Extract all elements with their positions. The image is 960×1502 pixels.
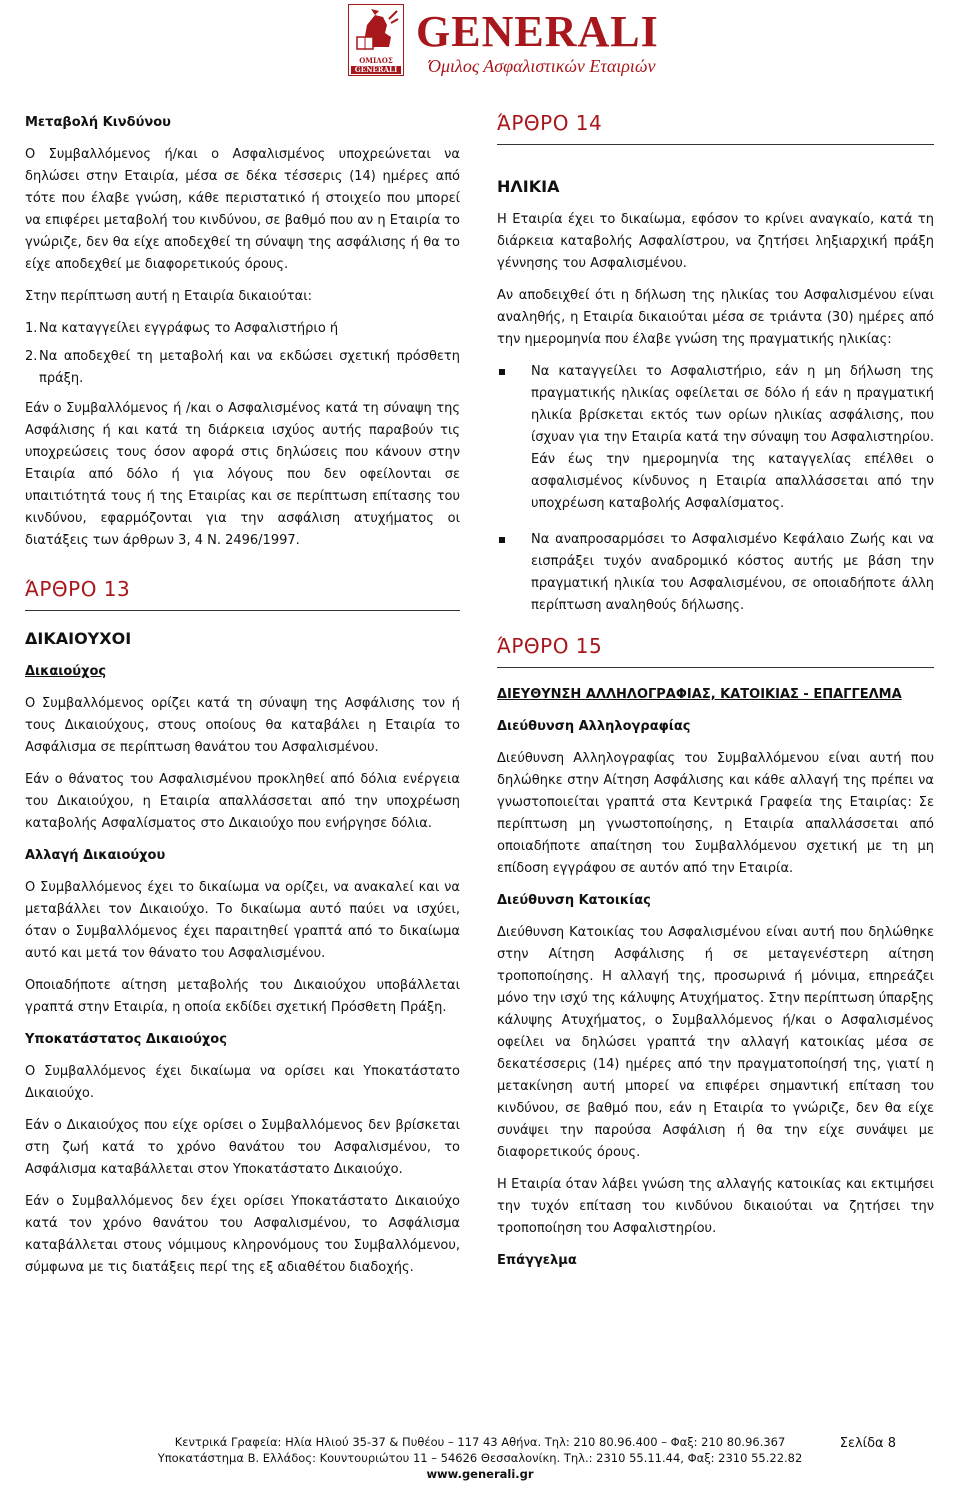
- substitute-beneficiary-paragraph: Εάν ο Συμβαλλόμενος δεν έχει ορίσει Υποκατάστατο Δικαιούχο κατά τον χρόνο θανάτου του Ασφαλισμένου, το Ασφάλισμα καταβάλλεται στους νόμιμους κληρονόμους του Συμβαλλόμενου, σύμφωνα με τις διατάξεις περί της εξ αδιαθέτου διαδοχής.: [25, 1194, 460, 1275]
- risk-options-list: [25, 318, 460, 390]
- article-14-heading: ΆΡΘΡΟ 14: [497, 112, 934, 145]
- beneficiaries-title: ΔΙΚΑΙΟΥΧΟΙ: [25, 629, 132, 648]
- residence-paragraph: Διεύθυνση Κατοικίας του Ασφαλισμένου είναι αυτή που δηλώθηκε στην Αίτηση Ασφάλισης ή σε μεταγενέστερη αίτηση τροποποίησης. Η αλλαγή της, προσωρινά ή μόνιμα, επηρεάζει μόνο την ισχύ της κάλυψης Ατυχήματος. Στην περίπτωση ύπαρξης κάλυψης Ατυχήματος, ο Συμβαλλόμενος ή/και ο Ασφαλισμένος οφείλει να δηλώσει γραπτά την αλλαγή κατοικίας μέσα σε δεκατέσσερις (14) ημέρες από την πραγματοποίησή της, γιατί η μετακίνηση αυτή μπορεί να επιφέρει σημαντική επίταση του κινδύνου, σε βαθμό που, εάν η Εταιρία το γνώριζε, δεν θα είχε συνάψει την παρούσα Ασφάλιση ή θα την είχε συνάψει με διαφορετικούς όρους.: [497, 925, 934, 1160]
- right-column: [497, 112, 934, 1282]
- page-footer: [0, 1434, 960, 1482]
- residence-subtitle: Διεύθυνση Κατοικίας: [497, 893, 651, 908]
- footer-website: www.generali.gr: [426, 1467, 534, 1481]
- correspondence-paragraph: Διεύθυνση Αλληλογραφίας του Συμβαλλόμενου είναι αυτή που δηλώθηκε στην Αίτηση Ασφάλισης και κάθε αλλαγή της πρέπει να γνωστοποιείται γραπτά στα Κεντρικά Γραφεία της Εταιρίας: Σε περίπτωση μη γνωστοποίησης, η Εταιρία απαλλάσσεται από οποιαδήποτε απαίτηση του Συμβαλλόμενου σχετική με τη μη επίδοση εγγράφου σε αυτόν από την Εταιρία.: [497, 751, 934, 876]
- beneficiary-paragraph: Ο Συμβαλλόμενος ορίζει κατά τη σύναψη της Ασφάλισης τον ή τους Δικαιούχους, στους οποίους θα καταβάλει η Εταιρία το Ασφάλισμα σε περίπτωση θανάτου του Ασφαλισμένου.: [25, 696, 460, 755]
- age-title: ΗΛΙΚΙΑ: [497, 177, 560, 196]
- list-item: 1. Να καταγγείλει εγγράφως το Ασφαλιστήριο ή: [25, 321, 339, 336]
- list-item: Να καταγγείλει το Ασφαλιστήριο, εάν η μη δήλωση της πραγματικής ηλικίας οφείλεται σε δόλο ή εάν η πραγματική ηλικία βρίσκεται εκτός των ορίων ηλικίας ασφάλισης, που ίσχυαν για την Εταιρία κατά την σύναψη του Ασφαλιστηρίου. Εάν έως την ημερομηνία της καταγγελίας επέλθει ο ασφαλισμένος κίνδυνος η Εταιρία απαλλάσσεται από την υποχρέωση καταβολής Ασφαλίσματος.: [497, 361, 934, 515]
- generali-lion-logo: [348, 4, 404, 76]
- risk-change-paragraph: Ο Συμβαλλόμενος ή/και ο Ασφαλισμένος υποχρεώνεται να δηλώσει στην Εταιρία, μέσα σε δέκα τέσσερις (14) ημέρες από τότε που έλαβε γνώση, κάθε περιστατικό ή στοιχείο που μπορεί να επιφέρει μεταβολή του κινδύνου, σε βαθμό που αν η Εταιρία το γνώριζε, δεν θα είχε αποδεχθεί τη σύναψη της ασφάλισης ή θα το είχε αποδεχθεί με διαφορετικούς όρους.: [25, 147, 460, 272]
- lion-icon: [353, 7, 399, 55]
- left-column: [25, 112, 460, 1289]
- age-paragraph: Η Εταιρία έχει το δικαίωμα, εφόσον το κρίνει αναγκαίο, κατά τη διάρκεια καταβολής Ασφαλίστρου, να ζητήσει ληξιαρχική πράξη γέννησης του Ασφαλισμένου.: [497, 212, 934, 271]
- risk-change-title: Μεταβολή Κινδύνου: [25, 115, 171, 130]
- list-item: 2. Να αποδεχθεί τη μεταβολή και να εκδώσει σχετική πρόσθετη πράξη.: [25, 349, 460, 386]
- substitute-beneficiary-paragraph: Εάν ο Δικαιούχος που είχε ορίσει ο Συμβαλλόμενος δεν βρίσκεται στη ζωή κατά το χρόνο θανάτου του Ασφαλισμένου, το Ασφάλισμα καταβάλλεται στον Υποκατάστατο Δικαιούχο.: [25, 1118, 460, 1177]
- bullet-icon: [497, 361, 531, 515]
- risk-change-paragraph: Εάν ο Συμβαλλόμενος ή /και ο Ασφαλισμένος κατά τη σύναψη της Ασφάλισης ή και κατά τη διάρκεια ισχύος αυτής παραβούν τις υποχρεώσεις τους όσον αφορά στις δηλώσεις που κάνουν στην Εταιρία από δόλο ή για λόγους που δεν οφείλονται σε υπαιτιότητά τους ή της Εταιρίας και σε περίπτωση επίτασης του κινδύνου, εφαρμόζονται για την ασφάλιση ατυχήματος οι διατάξεις των άρθρων 3, 4 Ν. 2496/1997.: [25, 401, 460, 548]
- age-paragraph: Αν αποδειχθεί ότι η δήλωση της ηλικίας του Ασφαλισμένου είναι αναληθής, η Εταιρία δικαιούται μέσα σε τριάντα (30) ημέρες από την ημερομηνία που έλαβε γνώση της πραγματικής ηλικίας:: [497, 288, 934, 347]
- beneficiary-subtitle: Δικαιούχος: [25, 664, 107, 679]
- substitute-beneficiary-subtitle: Υποκατάστατος Δικαιούχος: [25, 1032, 227, 1047]
- footer-head-office: Κεντρικά Γραφεία: Ηλία Ηλιού 35-37 & Πυθέου – 117 43 Αθήνα. Τηλ: 210 80.96.400 – Φαξ: 210 80.96.367: [174, 1435, 786, 1449]
- address-title: ΔΙΕΥΘΥΝΣΗ ΑΛΛΗΛΟΓΡΑΦΙΑΣ, ΚΑΤΟΙΚΙΑΣ - ΕΠΑΓΓΕΛΜΑ: [497, 687, 902, 702]
- omilos-label: ΟΜΙΛΟΣ GENERALI: [351, 57, 401, 74]
- brand-name: GENERALI: [416, 7, 659, 56]
- change-beneficiary-paragraph: Οποιαδήποτε αίτηση μεταβολής του Δικαιούχου υποβάλλεται γραπτά στην Εταιρία, η οποία εκδίδει σχετική Πρόσθετη Πράξη.: [25, 978, 460, 1015]
- change-beneficiary-subtitle: Αλλαγή Δικαιούχου: [25, 848, 166, 863]
- bullet-icon: [497, 529, 531, 617]
- beneficiary-paragraph: Εάν ο θάνατος του Ασφαλισμένου προκληθεί από δόλια ενέργεια του Δικαιούχου, η Εταιρία απαλλάσσεται από την υποχρέωση καταβολής Ασφαλίσματος στο Δικαιούχο που ενήργησε δόλια.: [25, 772, 460, 831]
- article-13-heading: ΆΡΘΡΟ 13: [25, 578, 460, 611]
- page-number: Σελίδα 8: [839, 1436, 896, 1451]
- profession-subtitle: Επάγγελμα: [497, 1253, 577, 1268]
- substitute-beneficiary-paragraph: Ο Συμβαλλόμενος έχει δικαίωμα να ορίσει και Υποκατάστατο Δικαιούχο.: [25, 1064, 460, 1101]
- list-item: Να αναπροσαρμόσει το Ασφαλισμένο Κεφάλαιο Ζωής και να εισπράξει τυχόν αναδρομικό κόστος αυτής με βάση την πραγματική ηλικία του Ασφαλισμένου, σε οποιαδήποτε άλλη περίπτωση αναληθούς δήλωσης.: [497, 529, 934, 617]
- article-15-heading: ΆΡΘΡΟ 15: [497, 635, 934, 668]
- risk-change-paragraph: Στην περίπτωση αυτή η Εταιρία δικαιούται:: [25, 289, 312, 304]
- page-header: [348, 4, 938, 80]
- footer-branch: Υποκατάστημα Β. Ελλάδος: Κουντουριώτου 11 – 54626 Θεσσαλονίκη. Τηλ.: 2310 55.11.44, Φαξ: 2310 55.22.82: [157, 1451, 803, 1465]
- change-beneficiary-paragraph: Ο Συμβαλλόμενος έχει το δικαίωμα να ορίζει, να ανακαλεί και να μεταβάλλει τον Δικαιούχο. Το δικαίωμα αυτό παύει να ισχύει, όταν ο Συμβαλλόμενος έχει παραιτηθεί γραπτά από το δικαίωμα αυτό και μετά τον θάνατο του Ασφαλισμένου.: [25, 880, 460, 961]
- correspondence-subtitle: Διεύθυνση Αλληλογραφίας: [497, 719, 691, 734]
- residence-paragraph: Η Εταιρία όταν λάβει γνώση της αλλαγής κατοικίας και εκτιμήσει την τυχόν επίταση του κινδύνου δικαιούται να ζητήσει την τροποποίηση του Ασφαλιστηρίου.: [497, 1177, 934, 1236]
- brand-subtitle: Όμιλος Ασφαλιστικών Εταιριών: [428, 56, 656, 76]
- age-options-list: [497, 361, 934, 617]
